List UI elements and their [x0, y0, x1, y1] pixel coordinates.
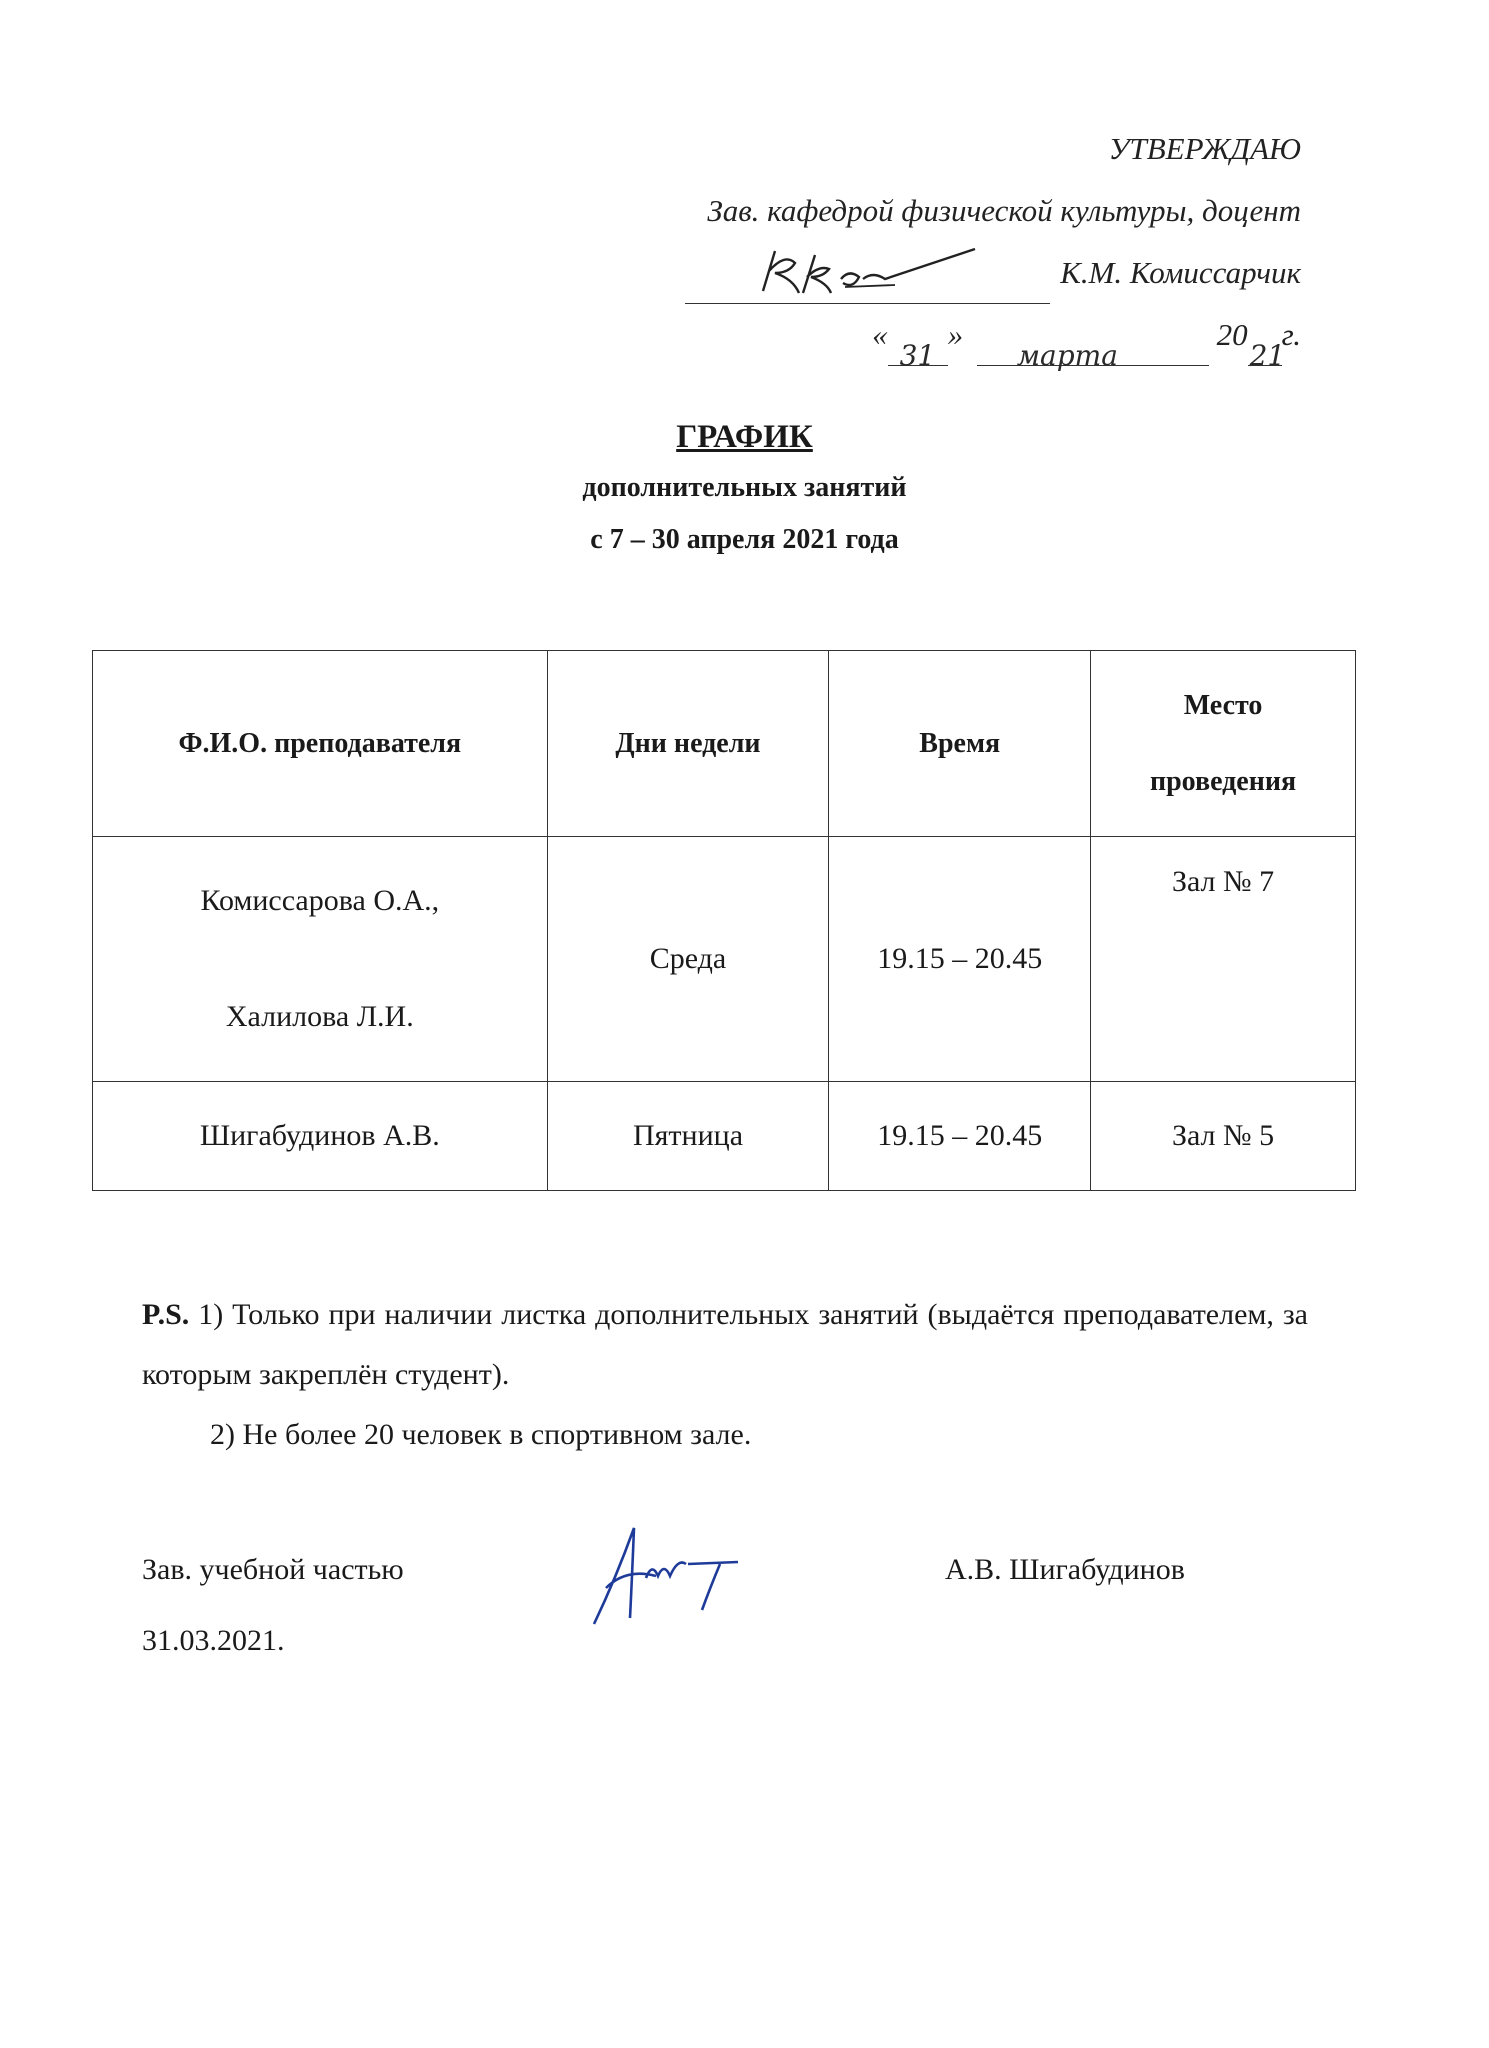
- date-close-quote: »: [947, 317, 964, 352]
- document-period: с 7 – 30 апреля 2021 года: [590, 524, 899, 555]
- year-prefix: 20: [1216, 317, 1248, 352]
- footer-date: 31.03.2021.: [142, 1624, 285, 1657]
- footer-position: Зав. учебной частью: [142, 1553, 404, 1586]
- notes-block: [142, 1285, 1308, 1465]
- cell-place: Зал № 7: [1091, 837, 1356, 1082]
- table-header-row: [93, 651, 1356, 837]
- note-2: 2) Не более 20 человек в спортивном зале.: [210, 1418, 752, 1451]
- cell-time: 19.15 – 20.45: [829, 1082, 1091, 1191]
- approver-signature-line: [601, 242, 1301, 304]
- handwritten-signature-icon: [745, 243, 1005, 303]
- approver-name: К.М. Комиссарчик: [1060, 255, 1301, 290]
- note-1-text: 1) Только при наличии листка дополнительных занятий (выдаётся преподавателем, за которым закреплён студент).: [142, 1298, 1308, 1391]
- table-row: [93, 837, 1356, 1082]
- header-days: Дни недели: [547, 651, 829, 837]
- header-teacher: Ф.И.О. преподавателя: [93, 651, 548, 837]
- handwritten-signature-icon: [586, 1518, 756, 1628]
- document-subtitle: дополнительных занятий: [582, 472, 907, 503]
- ps-label: P.S.: [142, 1298, 190, 1331]
- cell-teacher: Шигабудинов А.В.: [93, 1082, 548, 1191]
- approval-block: [601, 118, 1301, 372]
- date-month-blank: [977, 331, 1209, 372]
- date-month: марта: [1016, 339, 1118, 372]
- year-g: г.: [1281, 317, 1301, 352]
- approval-date: [601, 304, 1301, 372]
- table-row: [93, 1082, 1356, 1191]
- date-open-quote: «: [872, 317, 888, 352]
- year-suffix: 21: [1249, 339, 1286, 372]
- signature-blank: [685, 263, 1050, 304]
- cell-place: Зал № 5: [1091, 1082, 1356, 1191]
- schedule-table: [92, 650, 1356, 1191]
- heading-block: [0, 412, 1489, 566]
- approver-position: Зав. кафедрой физической культуры, доцент: [707, 193, 1301, 228]
- date-day-blank: [888, 331, 948, 372]
- date-day: 31: [899, 339, 936, 372]
- header-place: [1091, 651, 1356, 837]
- footer-name: А.В. Шигабудинов: [945, 1553, 1185, 1586]
- document-title: ГРАФИК: [676, 419, 813, 455]
- cell-time: 19.15 – 20.45: [829, 837, 1091, 1082]
- teacher-name: Халилова Л.И.: [225, 1000, 414, 1033]
- year-blank: [1248, 331, 1286, 372]
- cell-day: Пятница: [547, 1082, 829, 1191]
- cell-teacher: [93, 837, 548, 1082]
- cell-day: Среда: [547, 837, 829, 1082]
- approve-word: УТВЕРЖДАЮ: [1108, 131, 1301, 166]
- teacher-name: Комиссарова О.А.,: [200, 884, 440, 917]
- header-time: Время: [829, 651, 1091, 837]
- header-place-line2: проведения: [1149, 765, 1297, 797]
- header-place-line1: Место: [1183, 689, 1263, 721]
- note-1: [142, 1285, 1308, 1405]
